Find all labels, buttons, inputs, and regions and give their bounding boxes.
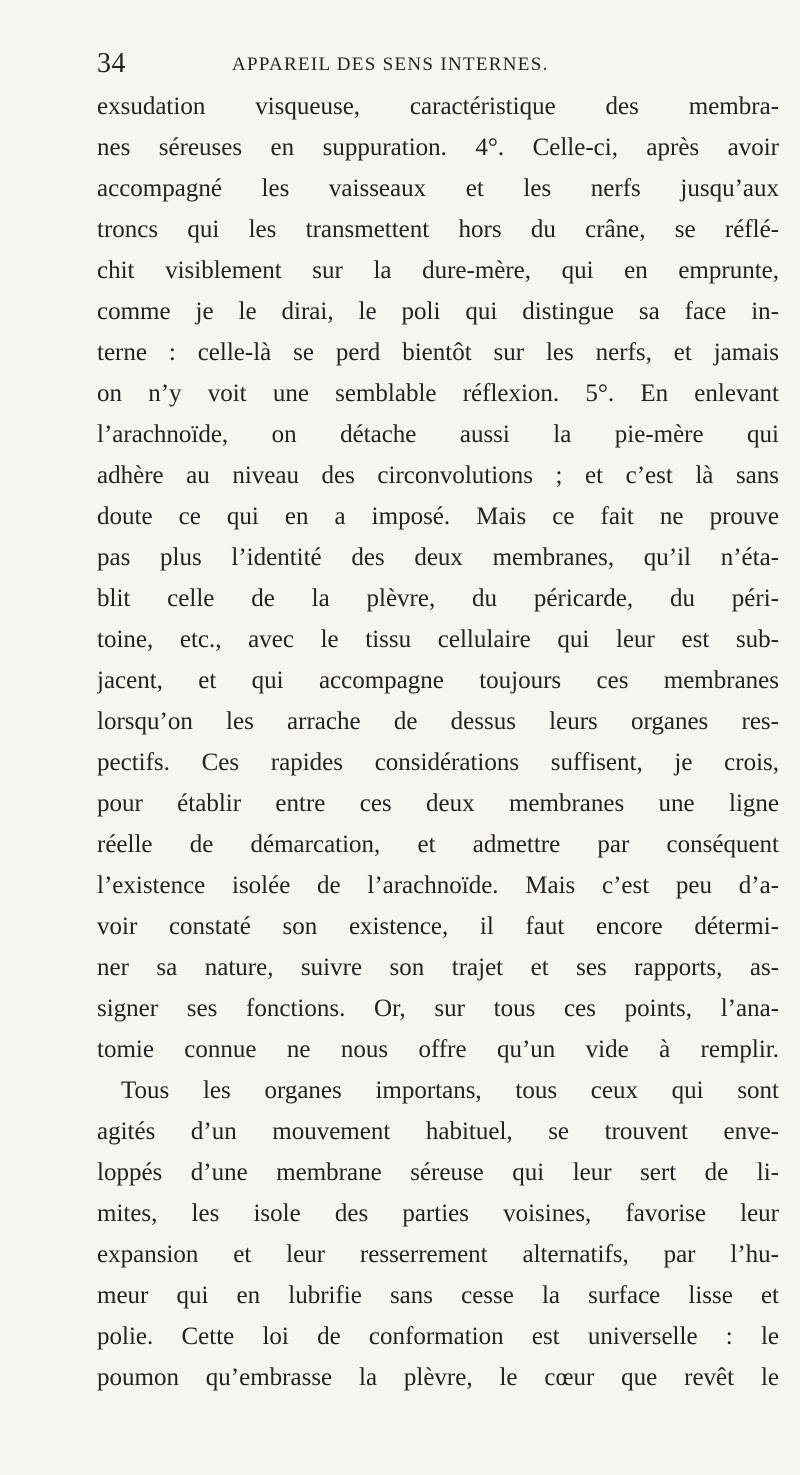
- text-line: polie. Cette loi de conformation est universelle : le: [97, 1323, 779, 1350]
- text-line: terne : celle-là se perd bientôt sur les nerfs, et jamais: [97, 339, 779, 366]
- text-line: agités d’un mouvement habituel, se trouvent enve-: [97, 1118, 779, 1145]
- text-line: meur qui en lubrifie sans cesse la surface lisse et: [97, 1282, 779, 1309]
- body-text: [97, 86, 779, 1398]
- paragraph-first-line: Tous les organes importans, tous ceux qui sont: [121, 1077, 779, 1104]
- text-line: chit visiblement sur la dure-mère, qui en emprunte,: [97, 257, 779, 284]
- text-line: l’arachnoïde, on détache aussi la pie-mère qui: [97, 421, 779, 448]
- text-line: pectifs. Ces rapides considérations suffisent, je crois,: [97, 749, 779, 776]
- text-line: accompagné les vaisseaux et les nerfs jusqu’aux: [97, 175, 779, 202]
- text-line: exsudation visqueuse, caractéristique des membra-: [97, 93, 779, 120]
- text-line: nes séreuses en suppuration. 4°. Celle-ci, après avoir: [97, 134, 779, 161]
- text-line: expansion et leur resserrement alternatifs, par l’hu-: [97, 1241, 779, 1268]
- text-line: poumon qu’embrasse la plèvre, le cœur que revêt le: [97, 1364, 779, 1391]
- text-line: pas plus l’identité des deux membranes, qu’il n’éta-: [97, 544, 779, 571]
- text-line: tomie connue ne nous offre qu’un vide à remplir.: [97, 1036, 779, 1063]
- text-line: réelle de démarcation, et admettre par conséquent: [97, 831, 779, 858]
- text-line: lorsqu’on les arrache de dessus leurs organes res-: [97, 708, 779, 735]
- text-line: on n’y voit une semblable réflexion. 5°. En enlevant: [97, 380, 779, 407]
- text-line: blit celle de la plèvre, du péricarde, du péri-: [97, 585, 779, 612]
- text-line: pour établir entre ces deux membranes une ligne: [97, 790, 779, 817]
- text-line: voir constaté son existence, il faut encore détermi-: [97, 913, 779, 940]
- text-line: ner sa nature, suivre son trajet et ses rapports, as-: [97, 954, 779, 981]
- text-line: mites, les isole des parties voisines, favorise leur: [97, 1200, 779, 1227]
- text-line: adhère au niveau des circonvolutions ; et c’est là sans: [97, 462, 779, 489]
- text-line: toine, etc., avec le tissu cellulaire qui leur est sub-: [97, 626, 779, 653]
- text-line: troncs qui les transmettent hors du crâne, se réflé-: [97, 216, 779, 243]
- text-line: doute ce qui en a imposé. Mais ce fait ne prouve: [97, 503, 779, 530]
- running-title: APPAREIL DES SENS INTERNES.: [232, 54, 549, 75]
- text-line: signer ses fonctions. Or, sur tous ces points, l’ana-: [97, 995, 779, 1022]
- text-line: l’existence isolée de l’arachnoïde. Mais c’est peu d’a-: [97, 872, 779, 899]
- text-line: comme je le dirai, le poli qui distingue sa face in-: [97, 298, 779, 325]
- page-header: [97, 48, 777, 88]
- text-line: jacent, et qui accompagne toujours ces membranes: [97, 667, 779, 694]
- text-line: loppés d’une membrane séreuse qui leur sert de li-: [97, 1159, 779, 1186]
- page-number: 34: [97, 48, 126, 79]
